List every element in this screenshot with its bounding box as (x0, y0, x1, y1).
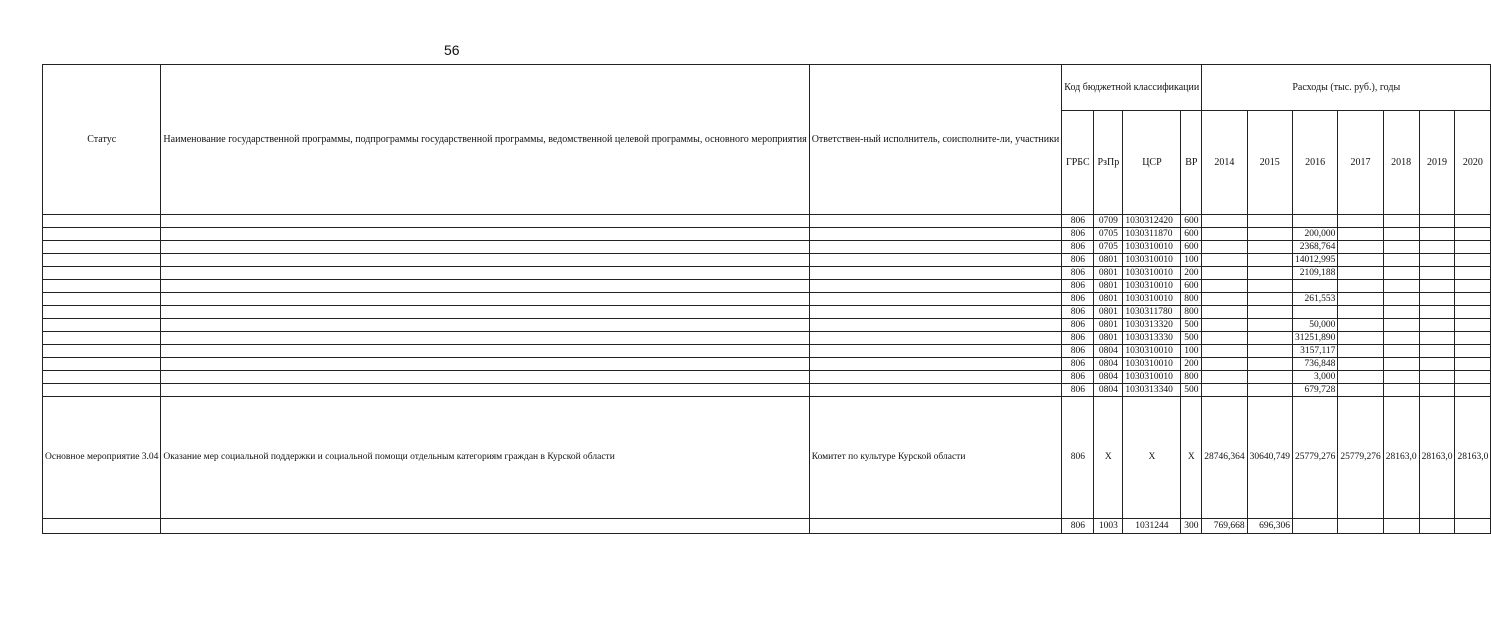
year-2019-cell (1419, 241, 1455, 254)
year-2017-cell (1338, 358, 1383, 371)
main-activity-2020: 28163,0 (1455, 397, 1491, 519)
year-2019-cell (1419, 358, 1455, 371)
rzpr-cell: 0801 (1094, 280, 1123, 293)
table-row (43, 332, 1491, 345)
header-vr: ВР (1181, 111, 1202, 215)
year-2017-cell (1338, 306, 1383, 319)
year-2020-cell (1455, 267, 1491, 280)
csr-cell: 1030310010 (1123, 293, 1181, 306)
grbs-cell: 806 (1062, 358, 1094, 371)
year-2019-cell (1419, 280, 1455, 293)
main-activity-responsible: Комитет по культуре Курской области (809, 397, 1062, 519)
table-row (43, 371, 1491, 384)
main-activity-2017: 25779,276 (1338, 397, 1383, 519)
year-2015-cell (1247, 241, 1292, 254)
year-2015-cell (1247, 267, 1292, 280)
year-2014-cell (1202, 306, 1247, 319)
year-2014-cell: 769,668 (1202, 519, 1247, 534)
grbs-cell: 806 (1062, 293, 1094, 306)
year-2017-cell (1338, 332, 1383, 345)
year-2014-cell (1202, 228, 1247, 241)
vr-cell: 100 (1181, 254, 1202, 267)
header-year: 2020 (1455, 111, 1491, 215)
main-activity-status: Основное мероприятие 3.04 (43, 397, 161, 519)
year-2019-cell (1419, 293, 1455, 306)
table-cell (161, 228, 809, 241)
year-2020-cell (1455, 254, 1491, 267)
csr-cell: 1030310010 (1123, 280, 1181, 293)
table-row (43, 228, 1491, 241)
table-cell (43, 319, 161, 332)
main-activity-name: Оказание мер социальной поддержки и социальной помощи отдельным категориям граждан в Курской области (161, 397, 809, 519)
year-2018-cell (1383, 384, 1419, 397)
table-cell (809, 345, 1062, 358)
year-2014-cell (1202, 241, 1247, 254)
year-2015-cell (1247, 215, 1292, 228)
main-activity-2015: 30640,749 (1247, 397, 1292, 519)
vr-cell: 600 (1181, 280, 1202, 293)
year-2014-cell (1202, 215, 1247, 228)
vr-cell: 100 (1181, 345, 1202, 358)
year-2019-cell (1419, 254, 1455, 267)
year-2015-cell (1247, 358, 1292, 371)
year-2019-cell (1419, 345, 1455, 358)
year-2017-cell (1338, 345, 1383, 358)
table-cell (43, 267, 161, 280)
last-table-row (43, 519, 1491, 534)
year-2019-cell (1419, 228, 1455, 241)
main-activity-2019: 28163,0 (1419, 397, 1455, 519)
year-2014-cell (1202, 332, 1247, 345)
vr-cell: 300 (1181, 519, 1202, 534)
vr-cell: 800 (1181, 371, 1202, 384)
table-cell (161, 306, 809, 319)
year-2014-cell (1202, 293, 1247, 306)
rzpr-cell: 0709 (1094, 215, 1123, 228)
table-cell (161, 293, 809, 306)
year-2014-cell (1202, 319, 1247, 332)
year-2017-cell (1338, 384, 1383, 397)
table-cell (809, 519, 1062, 534)
year-2018-cell (1383, 293, 1419, 306)
year-2016-cell: 14012,995 (1292, 254, 1337, 267)
year-2017-cell (1338, 254, 1383, 267)
table-cell (161, 358, 809, 371)
csr-cell: 1030310010 (1123, 358, 1181, 371)
table-cell (161, 254, 809, 267)
csr-cell: 1030311780 (1123, 306, 1181, 319)
table-cell (809, 384, 1062, 397)
year-2015-cell (1247, 228, 1292, 241)
year-2019-cell (1419, 384, 1455, 397)
table-cell (809, 215, 1062, 228)
table-row (43, 345, 1491, 358)
header-csr: ЦСР (1123, 111, 1181, 215)
year-2019-cell (1419, 519, 1455, 534)
table-row (43, 215, 1491, 228)
grbs-cell: 806 (1062, 241, 1094, 254)
table-row (43, 384, 1491, 397)
table-cell (161, 519, 809, 534)
rzpr-cell: 0804 (1094, 345, 1123, 358)
rzpr-cell: 0801 (1094, 254, 1123, 267)
year-2017-cell (1338, 280, 1383, 293)
csr-cell: 1030310010 (1123, 267, 1181, 280)
csr-cell: 1030313340 (1123, 384, 1181, 397)
year-2020-cell (1455, 332, 1491, 345)
year-2017-cell (1338, 267, 1383, 280)
header-year: 2016 (1292, 111, 1337, 215)
table-cell (161, 241, 809, 254)
year-2020-cell (1455, 215, 1491, 228)
grbs-cell: 806 (1062, 280, 1094, 293)
table-cell (43, 306, 161, 319)
year-2020-cell (1455, 293, 1491, 306)
year-2017-cell (1338, 293, 1383, 306)
csr-cell: 1030310010 (1123, 254, 1181, 267)
grbs-cell: 806 (1062, 306, 1094, 319)
table-row (43, 319, 1491, 332)
year-2018-cell (1383, 319, 1419, 332)
year-2020-cell (1455, 519, 1491, 534)
table-cell (809, 332, 1062, 345)
year-2016-cell: 2109,188 (1292, 267, 1337, 280)
year-2020-cell (1455, 280, 1491, 293)
csr-cell: 1030313320 (1123, 319, 1181, 332)
year-2015-cell (1247, 384, 1292, 397)
table-row (43, 267, 1491, 280)
grbs-cell: 806 (1062, 332, 1094, 345)
table-cell (43, 519, 161, 534)
table-cell (161, 332, 809, 345)
year-2017-cell (1338, 228, 1383, 241)
table-cell (809, 254, 1062, 267)
header-year: 2014 (1202, 111, 1247, 215)
year-2015-cell (1247, 293, 1292, 306)
main-activity-csr: Х (1123, 397, 1181, 519)
table-cell (809, 306, 1062, 319)
main-activity-2018: 28163,0 (1383, 397, 1419, 519)
vr-cell: 600 (1181, 241, 1202, 254)
rzpr-cell: 0705 (1094, 228, 1123, 241)
grbs-cell: 806 (1062, 319, 1094, 332)
header-rzpr: РзПр (1094, 111, 1123, 215)
vr-cell: 500 (1181, 332, 1202, 345)
rzpr-cell: 1003 (1094, 519, 1123, 534)
rzpr-cell: 0801 (1094, 319, 1123, 332)
table-cell (809, 228, 1062, 241)
year-2019-cell (1419, 332, 1455, 345)
table-row (43, 293, 1491, 306)
year-2014-cell (1202, 345, 1247, 358)
rzpr-cell: 0801 (1094, 267, 1123, 280)
header-code-group: Код бюджетной классификации (1062, 65, 1202, 111)
header-year: 2019 (1419, 111, 1455, 215)
grbs-cell: 806 (1062, 228, 1094, 241)
year-2014-cell (1202, 371, 1247, 384)
year-2016-cell: 736,848 (1292, 358, 1337, 371)
year-2019-cell (1419, 306, 1455, 319)
year-2015-cell (1247, 332, 1292, 345)
year-2016-cell: 3,000 (1292, 371, 1337, 384)
vr-cell: 500 (1181, 319, 1202, 332)
grbs-cell: 806 (1062, 371, 1094, 384)
year-2016-cell (1292, 519, 1337, 534)
table-row (43, 254, 1491, 267)
grbs-cell: 806 (1062, 267, 1094, 280)
table-cell (809, 267, 1062, 280)
year-2016-cell: 679,728 (1292, 384, 1337, 397)
year-2020-cell (1455, 358, 1491, 371)
table-row (43, 280, 1491, 293)
table-cell (809, 358, 1062, 371)
year-2016-cell: 3157,117 (1292, 345, 1337, 358)
year-2015-cell (1247, 306, 1292, 319)
header-status: Статус (43, 65, 161, 215)
table-cell (43, 332, 161, 345)
year-2018-cell (1383, 215, 1419, 228)
vr-cell: 600 (1181, 228, 1202, 241)
page-number: 56 (444, 42, 460, 58)
table-cell (809, 371, 1062, 384)
year-2015-cell (1247, 254, 1292, 267)
table-cell (161, 384, 809, 397)
table-row (43, 358, 1491, 371)
year-2017-cell (1338, 319, 1383, 332)
table-cell (161, 267, 809, 280)
header-year: 2017 (1338, 111, 1383, 215)
year-2015-cell (1247, 371, 1292, 384)
grbs-cell: 806 (1062, 254, 1094, 267)
csr-cell: 1030310010 (1123, 345, 1181, 358)
csr-cell: 1030310010 (1123, 371, 1181, 384)
year-2016-cell: 50,000 (1292, 319, 1337, 332)
grbs-cell: 806 (1062, 345, 1094, 358)
main-activity-2016: 25779,276 (1292, 397, 1337, 519)
year-2018-cell (1383, 519, 1419, 534)
year-2018-cell (1383, 267, 1419, 280)
year-2015-cell: 696,306 (1247, 519, 1292, 534)
vr-cell: 500 (1181, 384, 1202, 397)
vr-cell: 200 (1181, 358, 1202, 371)
table-row (43, 306, 1491, 319)
year-2016-cell: 2368,764 (1292, 241, 1337, 254)
year-2017-cell (1338, 241, 1383, 254)
header-responsible: Ответствен-ный исполнитель, соисполните-ли, участники (809, 65, 1062, 215)
year-2015-cell (1247, 280, 1292, 293)
table-cell (161, 319, 809, 332)
main-activity-vr: Х (1181, 397, 1202, 519)
year-2019-cell (1419, 371, 1455, 384)
header-expenses-group: Расходы (тыс. руб.), годы (1202, 65, 1491, 111)
year-2020-cell (1455, 306, 1491, 319)
table-cell (43, 280, 161, 293)
grbs-cell: 806 (1062, 519, 1094, 534)
table-cell (43, 384, 161, 397)
year-2018-cell (1383, 371, 1419, 384)
main-activity-rzpr: Х (1094, 397, 1123, 519)
rzpr-cell: 0804 (1094, 358, 1123, 371)
table-cell (161, 215, 809, 228)
main-activity-2014: 28746,364 (1202, 397, 1247, 519)
year-2015-cell (1247, 345, 1292, 358)
table-cell (43, 358, 161, 371)
table-cell (43, 254, 161, 267)
year-2014-cell (1202, 358, 1247, 371)
table-cell (43, 241, 161, 254)
year-2016-cell: 200,000 (1292, 228, 1337, 241)
year-2016-cell: 261,553 (1292, 293, 1337, 306)
budget-table (42, 64, 1491, 534)
year-2018-cell (1383, 228, 1419, 241)
table-row (43, 241, 1491, 254)
year-2014-cell (1202, 254, 1247, 267)
year-2018-cell (1383, 241, 1419, 254)
rzpr-cell: 0801 (1094, 293, 1123, 306)
rzpr-cell: 0801 (1094, 306, 1123, 319)
year-2018-cell (1383, 358, 1419, 371)
csr-cell: 1031244 (1123, 519, 1181, 534)
year-2017-cell (1338, 371, 1383, 384)
header-year: 2018 (1383, 111, 1419, 215)
year-2015-cell (1247, 319, 1292, 332)
year-2016-cell (1292, 215, 1337, 228)
year-2020-cell (1455, 384, 1491, 397)
table-cell (43, 228, 161, 241)
table-cell (809, 241, 1062, 254)
year-2014-cell (1202, 280, 1247, 293)
header-year: 2015 (1247, 111, 1292, 215)
year-2019-cell (1419, 215, 1455, 228)
table-cell (809, 319, 1062, 332)
rzpr-cell: 0804 (1094, 371, 1123, 384)
year-2020-cell (1455, 241, 1491, 254)
rzpr-cell: 0804 (1094, 384, 1123, 397)
year-2014-cell (1202, 384, 1247, 397)
year-2020-cell (1455, 228, 1491, 241)
table-cell (43, 293, 161, 306)
csr-cell: 1030313330 (1123, 332, 1181, 345)
vr-cell: 800 (1181, 306, 1202, 319)
csr-cell: 1030310010 (1123, 241, 1181, 254)
table-cell (161, 280, 809, 293)
year-2018-cell (1383, 345, 1419, 358)
year-2018-cell (1383, 254, 1419, 267)
table-cell (43, 345, 161, 358)
year-2018-cell (1383, 332, 1419, 345)
year-2016-cell: 31251,890 (1292, 332, 1337, 345)
year-2018-cell (1383, 280, 1419, 293)
table-cell (161, 371, 809, 384)
rzpr-cell: 0705 (1094, 241, 1123, 254)
year-2020-cell (1455, 345, 1491, 358)
year-2014-cell (1202, 267, 1247, 280)
year-2016-cell (1292, 306, 1337, 319)
year-2020-cell (1455, 319, 1491, 332)
main-activity-row (43, 397, 1491, 519)
csr-cell: 1030312420 (1123, 215, 1181, 228)
table-cell (161, 345, 809, 358)
header-grbs: ГРБС (1062, 111, 1094, 215)
header-name: Наименование государственной программы, подпрограммы государственной программы, ведомственной целевой программы, основного мероприятия (161, 65, 809, 215)
year-2018-cell (1383, 306, 1419, 319)
year-2017-cell (1338, 215, 1383, 228)
year-2020-cell (1455, 371, 1491, 384)
grbs-cell: 806 (1062, 215, 1094, 228)
vr-cell: 800 (1181, 293, 1202, 306)
table-cell (43, 215, 161, 228)
year-2017-cell (1338, 519, 1383, 534)
table-cell (809, 293, 1062, 306)
year-2019-cell (1419, 267, 1455, 280)
year-2019-cell (1419, 319, 1455, 332)
table-cell (43, 371, 161, 384)
csr-cell: 1030311870 (1123, 228, 1181, 241)
vr-cell: 600 (1181, 215, 1202, 228)
rzpr-cell: 0801 (1094, 332, 1123, 345)
main-activity-grbs: 806 (1062, 397, 1094, 519)
grbs-cell: 806 (1062, 384, 1094, 397)
vr-cell: 200 (1181, 267, 1202, 280)
year-2016-cell (1292, 280, 1337, 293)
table-cell (809, 280, 1062, 293)
